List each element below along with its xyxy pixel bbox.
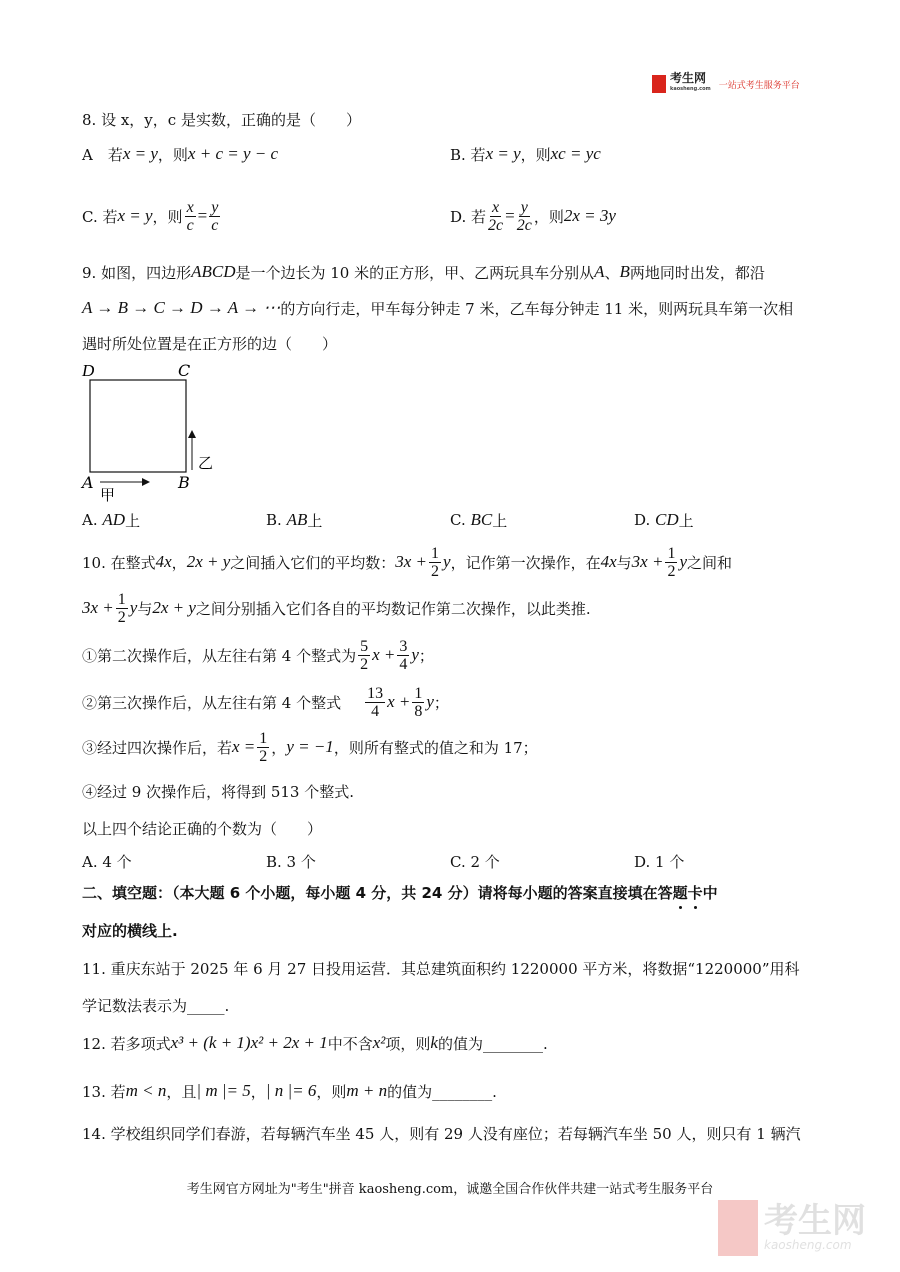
q9-option-b	[266, 508, 322, 532]
label-a: A	[82, 473, 94, 492]
text: ②第三次操作后，从左往右第 4 个整式	[82, 693, 342, 712]
den: 2c	[516, 216, 532, 234]
q8-option-a	[82, 142, 278, 166]
math: | n |= 6	[265, 1081, 317, 1100]
q9-option-a	[82, 508, 140, 532]
q10-statement-3	[82, 729, 538, 765]
q9-option-c	[450, 508, 507, 532]
fraction	[412, 685, 424, 720]
den: c	[186, 216, 194, 234]
q8-option-b	[450, 142, 601, 166]
logo-sub: kaosheng.com	[670, 86, 711, 92]
q9-option-d	[634, 508, 694, 532]
num: 3	[399, 637, 408, 655]
den: 2	[259, 747, 268, 765]
num: 1	[414, 684, 423, 702]
num: y	[211, 198, 219, 216]
text: 二、填空题：（本大题 6 个小题，每小题 4 分，共 24 分）请将每小题的答案直接填在答	[82, 883, 673, 902]
watermark-logo-icon	[718, 1200, 758, 1256]
num: 1	[667, 544, 676, 562]
math: y	[411, 645, 419, 664]
text: ①第二次操作后，从左往右第 4 个整式为	[82, 646, 357, 665]
arrow-head	[188, 430, 196, 438]
text: 之间插入它们的平均数：	[230, 553, 396, 572]
q10-statement-2	[82, 684, 449, 720]
watermark-sub: kaosheng.com	[764, 1238, 852, 1252]
math: CD	[655, 510, 679, 529]
num: y	[520, 198, 528, 216]
num: x	[186, 198, 194, 216]
q10-ask: 以上四个结论正确的个数为（ ）	[82, 819, 323, 838]
text: ，记作第一次操作，在	[450, 553, 601, 572]
text: 上	[678, 511, 694, 530]
math: A → B → C → D → A → ⋯	[82, 298, 281, 317]
label-yi: 乙	[198, 454, 214, 472]
text: 之间和	[687, 553, 733, 572]
math: 4x	[600, 552, 617, 571]
math: x +	[387, 692, 411, 711]
den: c	[211, 216, 219, 234]
den: 2c	[488, 216, 504, 234]
q10-option-a: A. 4 个	[82, 852, 132, 871]
fraction	[365, 685, 385, 720]
q13	[82, 1079, 497, 1103]
text: 与	[616, 553, 632, 572]
text: ，且	[166, 1082, 197, 1101]
text: 上	[125, 511, 141, 530]
label: C.	[450, 511, 466, 529]
math: xc = yc	[550, 144, 601, 163]
text: ，	[171, 553, 187, 572]
label-d: D	[82, 361, 95, 380]
text: 上	[307, 511, 323, 530]
q10-option-d: D. 1 个	[634, 852, 685, 871]
math: 3x +	[82, 598, 114, 617]
text: 之间分别插入它们各自的平均数记作第二次操作，以此类推.	[195, 599, 591, 618]
den: 2	[117, 608, 126, 626]
num: 1	[259, 729, 268, 747]
math: y	[443, 552, 451, 571]
text: 的值为________.	[387, 1082, 497, 1101]
fraction	[488, 199, 503, 234]
math: x = y	[117, 206, 153, 225]
footer-text: 考生网官方网址为"考生"拼音 kaosheng.com，诚邀全国合作伙伴共建一站式考生服务平台	[186, 1182, 714, 1197]
text: 中	[702, 883, 718, 902]
math: x + c = y − c	[187, 144, 279, 163]
math: y	[426, 692, 434, 711]
math: x +	[372, 645, 396, 664]
eq: =	[505, 206, 515, 225]
text: ，	[271, 738, 287, 757]
text: 13. 若	[82, 1082, 126, 1101]
fraction	[397, 638, 409, 673]
label: B.	[266, 511, 282, 529]
watermark	[718, 1200, 866, 1256]
num: 5	[360, 637, 369, 655]
q14-line1: 14. 学校组织同学们春游，若每辆汽车坐 45 人，则有 29 人没有座位；若每辆汽车坐 50 人，则只有 1 辆汽	[82, 1124, 801, 1143]
label: D. 若	[450, 207, 487, 226]
q8-stem: 8. 设 x，y，c 是实数，正确的是（ ）	[82, 110, 361, 129]
kaosheng-logo	[652, 73, 800, 95]
num: 1	[117, 590, 126, 608]
fraction	[517, 199, 532, 234]
math: ABCD	[191, 262, 236, 281]
text: ；	[433, 693, 449, 712]
text: 是一个边长为 10 米的正方形，甲、乙两玩具车分别从	[235, 263, 595, 282]
label: B. 若	[450, 145, 486, 164]
math: x =	[232, 737, 256, 756]
q9-square-figure	[78, 358, 228, 508]
text: 12. 若多项式	[82, 1034, 171, 1053]
text: ，	[250, 1082, 266, 1101]
text: 的方向行走，甲车每分钟走 7 米，乙车每分钟走 11 米，则两玩具车第一次相	[280, 299, 794, 318]
label: C. 若	[82, 207, 118, 226]
q10-line2	[82, 590, 591, 626]
label: A 若	[82, 145, 123, 164]
q9-line3: 遇时所处位置是在正方形的边（ ）	[82, 334, 338, 353]
math: BC	[470, 510, 493, 529]
text: ；	[418, 646, 434, 665]
math: A	[594, 262, 605, 281]
math: y	[129, 598, 138, 617]
q8-option-d	[450, 198, 616, 234]
q10-line1	[82, 544, 733, 580]
den: 8	[414, 702, 423, 720]
q8-option-c	[82, 198, 222, 234]
fraction	[358, 638, 370, 673]
square	[90, 380, 186, 472]
math: x = y	[122, 144, 158, 163]
math: 3x +	[631, 552, 664, 571]
q11-line2: 学记数法表示为_____.	[82, 996, 230, 1015]
text: 中不含	[327, 1034, 373, 1053]
label: D.	[634, 511, 651, 529]
text: 上	[492, 511, 508, 530]
label: A.	[82, 511, 98, 529]
num: 1	[431, 544, 440, 562]
fraction	[429, 545, 441, 580]
text: ，则	[533, 207, 564, 226]
text: 项，则	[385, 1034, 431, 1053]
text: ，则所有整式的值之和为 17；	[333, 738, 538, 757]
eq: =	[197, 206, 208, 225]
math: m + n	[346, 1081, 388, 1100]
math: | m |= 5	[196, 1081, 251, 1100]
math: m < n	[125, 1081, 167, 1100]
text: ，则	[157, 145, 188, 164]
den: 2	[360, 655, 369, 673]
logo-brand: 考生网	[670, 71, 707, 85]
watermark-text: 考生网	[764, 1201, 866, 1241]
num: x	[492, 198, 500, 216]
math: 3x +	[395, 552, 428, 571]
text: 与	[137, 599, 153, 618]
math: AD	[102, 510, 126, 529]
text: 两地同时出发，都沿	[629, 263, 765, 282]
math: B	[619, 262, 630, 281]
text: ③经过四次操作后，若	[82, 738, 233, 757]
q12	[82, 1031, 548, 1055]
text: 、	[604, 263, 620, 282]
q9-line2	[82, 296, 793, 320]
logo-mark-icon	[652, 75, 666, 93]
math: y = −1	[286, 737, 334, 756]
q11-line1: 11. 重庆东站于 2025 年 6 月 27 日投用运营．其总建筑面积约 1220000 平方米，将数据“1220000”用科	[82, 959, 800, 978]
text: ，则	[520, 145, 551, 164]
math: 2x = 3y	[563, 206, 616, 225]
math: 2x + y	[186, 552, 231, 571]
emphasis: 题	[672, 883, 688, 902]
arrow-head	[142, 478, 150, 486]
text: 10. 在整式	[82, 553, 156, 572]
label-b: B	[178, 473, 190, 492]
section2-heading-2: 对应的横线上.	[82, 921, 178, 940]
q10-option-b: B. 3 个	[266, 852, 316, 871]
text: 的值为________.	[437, 1034, 548, 1053]
den: 4	[399, 655, 408, 673]
fraction	[185, 199, 196, 234]
den: 2	[431, 562, 440, 580]
label-jia: 甲	[100, 486, 116, 504]
emphasis: 卡	[687, 883, 703, 902]
den: 2	[667, 562, 676, 580]
math: k	[430, 1033, 438, 1052]
math: x = y	[485, 144, 521, 163]
math: 2x + y	[152, 598, 196, 617]
q10-statement-1	[82, 637, 434, 673]
text: ，则	[316, 1082, 347, 1101]
fraction	[116, 591, 128, 626]
section2-heading	[82, 880, 718, 904]
math: AB	[286, 510, 308, 529]
math: x²	[372, 1033, 386, 1052]
fraction	[665, 545, 677, 580]
q10-option-c: C. 2 个	[450, 852, 500, 871]
q10-statement-4: ④经过 9 次操作后，将得到 513 个整式.	[82, 782, 355, 801]
math: x³ + (k + 1)x² + 2x + 1	[170, 1033, 328, 1052]
math: y	[679, 552, 687, 571]
logo-slogan: 一站式考生服务平台	[718, 80, 800, 91]
fraction	[209, 199, 220, 234]
text: 9. 如图，四边形	[82, 263, 192, 282]
math: 4x	[155, 552, 172, 571]
q9-line1	[82, 260, 765, 284]
den: 4	[371, 702, 380, 720]
label-c: C	[178, 361, 191, 380]
text: ，则	[152, 207, 183, 226]
fraction	[257, 730, 269, 765]
num: 13	[367, 684, 384, 702]
